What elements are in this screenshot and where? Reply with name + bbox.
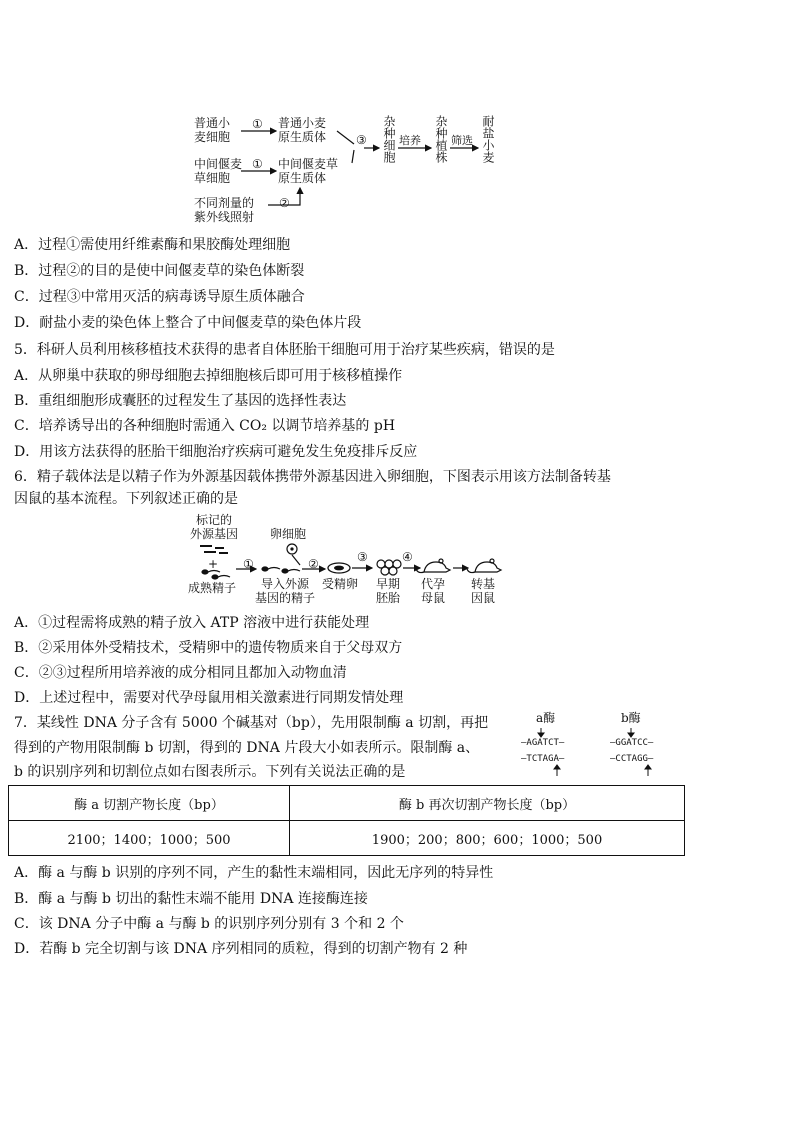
egg-cell-label: 卵细胞 [270, 527, 307, 541]
q6-option-a: A．①过程需将成熟的精子放入 ATP 溶液中进行获能处理 [14, 615, 370, 631]
early-embryo-label: 早期 胚胎 [376, 577, 401, 605]
table-cell: 1900；200；800；600；1000；500 [290, 821, 685, 856]
q4-option-b: B．过程②的目的是使中间偃麦草的染色体断裂 [14, 263, 305, 279]
table-header-row [9, 786, 685, 821]
q6-stem-line2: 因鼠的基本流程。下列叙述正确的是 [14, 491, 238, 507]
q7-option-d: D．若酶 b 完全切割与该 DNA 序列相同的质粒，得到的切割产物有 2 种 [14, 941, 468, 957]
q7-stem-line2: 得到的产物用限制酶 b 切割，得到的 DNA 片段大小如表所示。限制酶 a、 [14, 740, 480, 756]
wheat-protoplast-label: 普通小麦 原生质体 [278, 116, 327, 144]
q7-stem-line1: 7．某线性 DNA 分子含有 5000 个碱基对（bp），先用限制酶 a 切割，再把 [14, 715, 489, 731]
culture-label: 培养 [399, 134, 421, 147]
screen-label: 筛选 [451, 134, 473, 147]
table-cell: 2100；1400；1000；500 [9, 821, 290, 856]
wheatgrass-cell-label: 中间偃麦 草细胞 [194, 157, 243, 185]
enzyme-a-label: a酶 [536, 711, 556, 725]
surrogate-mouse-label: 代孕 母鼠 [421, 577, 446, 605]
step-1-marker: ① [243, 557, 254, 571]
fragment-length-table [8, 785, 685, 856]
step-1-marker: ① [252, 117, 263, 131]
enzyme-a-top-strand: —AGATCT— [521, 738, 565, 748]
enzyme-b-bottom-strand: —CCTAGG— [610, 754, 654, 764]
q6-option-d: D．上述过程中，需要对代孕母鼠用相关激素进行同期发情处理 [14, 690, 404, 706]
q4-option-d: D．耐盐小麦的染色体上整合了中间偃麦草的染色体片段 [14, 315, 362, 331]
q7-option-b: B．酶 a 与酶 b 切出的黏性末端不能用 DNA 连接酶连接 [14, 891, 368, 907]
enzyme-a-bottom-strand: —TCTAGA— [521, 754, 565, 764]
marked-gene-label: 标记的 外源基因 [190, 513, 239, 541]
step-3-marker: ③ [356, 133, 367, 147]
plus-sign: + [208, 557, 219, 571]
q4-option-a: A．过程①需使用纤维素酶和果胶酶处理细胞 [14, 237, 291, 253]
hybrid-plant-label: 杂种植株 [434, 115, 448, 163]
table-header: 酶 a 切割产物长度（bp） [9, 786, 290, 821]
wheatgrass-protoplast-label: 中间偃麦草 原生质体 [278, 157, 339, 185]
wheat-cell-label: 普通小 麦细胞 [194, 116, 231, 144]
enzyme-b-label: b酶 [621, 711, 641, 725]
q6-option-b: B．②采用体外受精技术，受精卵中的遗传物质来自于父母双方 [14, 640, 403, 656]
q5-option-a: A．从卵巢中获取的卵母细胞去掉细胞核后即可用于核移植操作 [14, 368, 403, 384]
hybrid-cell-label: 杂种细胞 [382, 115, 396, 163]
step-1-marker: ① [252, 157, 263, 171]
q4-option-c: C．过程③中常用灭活的病毒诱导原生质体融合 [14, 289, 305, 305]
salt-tolerant-wheat-label: 耐盐小麦 [481, 115, 495, 163]
step-2-marker: ② [279, 196, 290, 210]
uv-label: 不同剂量的 紫外线照射 [194, 196, 255, 224]
q7-option-a: A．酶 a 与酶 b 识别的序列不同，产生的黏性末端相同，因此无序列的特异性 [14, 865, 494, 881]
enzyme-b-top-strand: —GGATCC— [610, 738, 654, 748]
q5-option-d: D．用该方法获得的胚胎干细胞治疗疾病可避免发生免疫排斥反应 [14, 444, 418, 460]
q5-option-b: B．重组细胞形成囊胚的过程发生了基因的选择性表达 [14, 393, 347, 409]
q6-stem-line1: 6．精子载体法是以精子作为外源基因载体携带外源基因进入卵细胞，下图表示用该方法制备转基 [14, 469, 611, 485]
transgenic-mouse-label: 转基 因鼠 [471, 577, 496, 605]
table-row [9, 821, 685, 856]
step-3-marker: ③ [357, 550, 368, 564]
step-2-marker: ② [308, 557, 319, 571]
mature-sperm-label: 成熟精子 [188, 581, 237, 595]
q5-option-c: C．培养诱导出的各种细胞时需通入 CO₂ 以调节培养基的 pH [14, 418, 396, 434]
modified-sperm-label: 导入外源 基因的精子 [255, 577, 316, 605]
q7-stem-line3: b 的识别序列和切割位点如右图表所示。下列有关说法正确的是 [14, 764, 406, 780]
step-4-marker: ④ [402, 550, 413, 564]
table-header: 酶 b 再次切割产物长度（bp） [290, 786, 685, 821]
zygote-label: 受精卵 [322, 577, 359, 591]
q6-option-c: C．②③过程所用培养液的成分相同且都加入动物血清 [14, 665, 347, 681]
q7-option-c: C．该 DNA 分子中酶 a 与酶 b 的识别序列分别有 3 个和 2 个 [14, 916, 404, 932]
q5-stem: 5．科研人员利用核移植技术获得的患者自体胚胎干细胞可用于治疗某些疾病，错误的是 [14, 342, 555, 358]
